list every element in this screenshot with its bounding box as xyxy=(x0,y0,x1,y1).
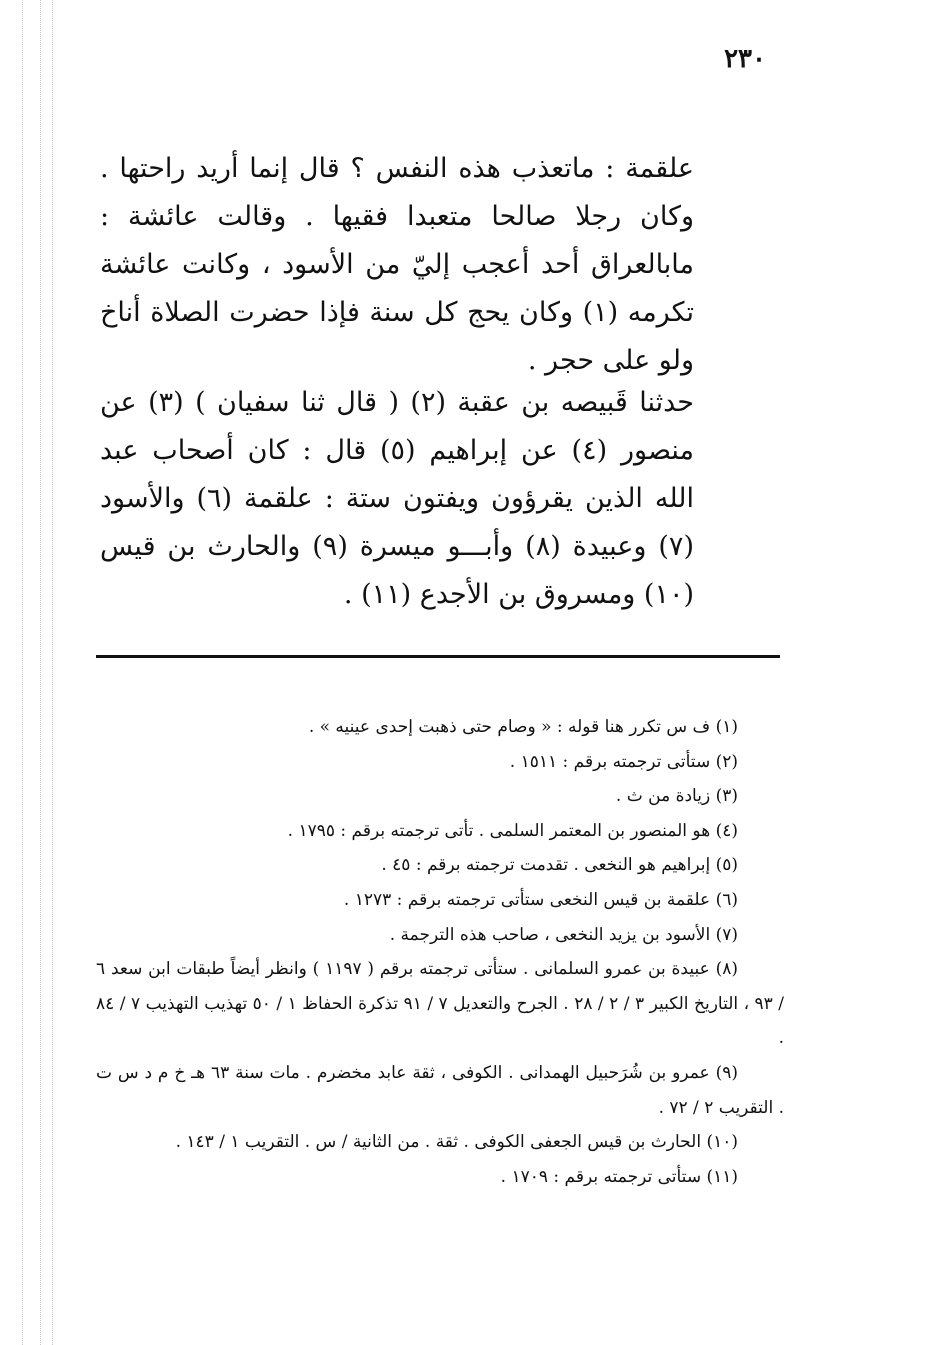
footnote-3: (٣) زيادة من ث . xyxy=(615,786,738,807)
footnotes xyxy=(96,710,784,1194)
scan-artifact-line xyxy=(22,0,23,1345)
footnote-separator xyxy=(96,655,780,658)
footnote-2: (٢) ستأتى ترجمته برقم : ١٥١١ . xyxy=(509,751,738,772)
body-paragraph-2: حدثنا قَبيصه بن عقبة (٢) ( قال ثنا سفيان ) (٣) عن منصور (٤) عن إبراهيم (٥) قال : كان أصحاب عبد الله الذين يقرؤون ويفتون ستة : علقمة (٦) والأسود (٧) وعبيدة (٨) وأبـــو ميسرة (٩) والحارث بن قيس (١٠) ومسروق بن الأجدع (١١) . xyxy=(100,387,695,610)
footnote-1: (١) ف س تكرر هنا قوله : « وصام حتى ذهبت إحدى عينيه » . xyxy=(308,717,738,737)
page-number: ٢٣٠ xyxy=(724,44,766,74)
footnote-7: (٧) الأسود بن يزيد النخعى ، صاحب هذه الترجمة . xyxy=(389,924,738,945)
body-paragraph-1: علقمة : ماتعذب هذه النفس ؟ قال إنما أريد راحتها . وكان رجلا صالحا متعبدا فقيها . وقالت عائشة : مابالعراق أحد أعجب إليّ من الأسود ، وكانت عائشة تكرمه (١) وكان يحج كل سنة فإذا حضرت الصلاة أناخ ولو على حجر . xyxy=(100,153,694,376)
footnote-4: (٤) هو المنصور بن المعتمر السلمى . تأتى ترجمته برقم : ١٧٩٥ . xyxy=(287,820,738,841)
footnote-9: (٩) عمرو بن شُرَحبيل الهمدانى . الكوفى ، ثقة عابد مخضرم . مات سنة ٦٣ هـ خ م د س ت . التقريب ٢ / ٧٢ . xyxy=(96,1062,784,1118)
scan-artifact-line xyxy=(40,0,41,1345)
footnote-11: (١١) ستأتى ترجمته برقم : ١٧٠٩ . xyxy=(500,1166,738,1187)
footnote-10: (١٠) الحارث بن قيس الجعفى الكوفى . ثقة . من الثانية / س . التقريب ١ / ١٤٣ . xyxy=(175,1132,738,1153)
scan-artifact-line xyxy=(52,0,53,1345)
footnote-6: (٦) علقمة بن قيس النخعى ستأتى ترجمته برقم : ١٢٧٣ . xyxy=(343,889,738,910)
footnote-8: (٨) عبيدة بن عمرو السلمانى . ستأتى ترجمته برقم ( ١١٩٧ ) وانظر أيضاً طبقات ابن سعد ٦ / ٩٣ ، التاريخ الكبير ٣ / ٢ / ٢٨ . الجرح والتعديل ٧ / ٩١ تذكرة الحفاظ ١ / ٥٠ تهذيب التهذيب ٧ / ٨٤ . xyxy=(96,959,785,1049)
footnote-5: (٥) إبراهيم هو النخعى . تقدمت ترجمته برقم : ٤٥ . xyxy=(381,855,738,876)
